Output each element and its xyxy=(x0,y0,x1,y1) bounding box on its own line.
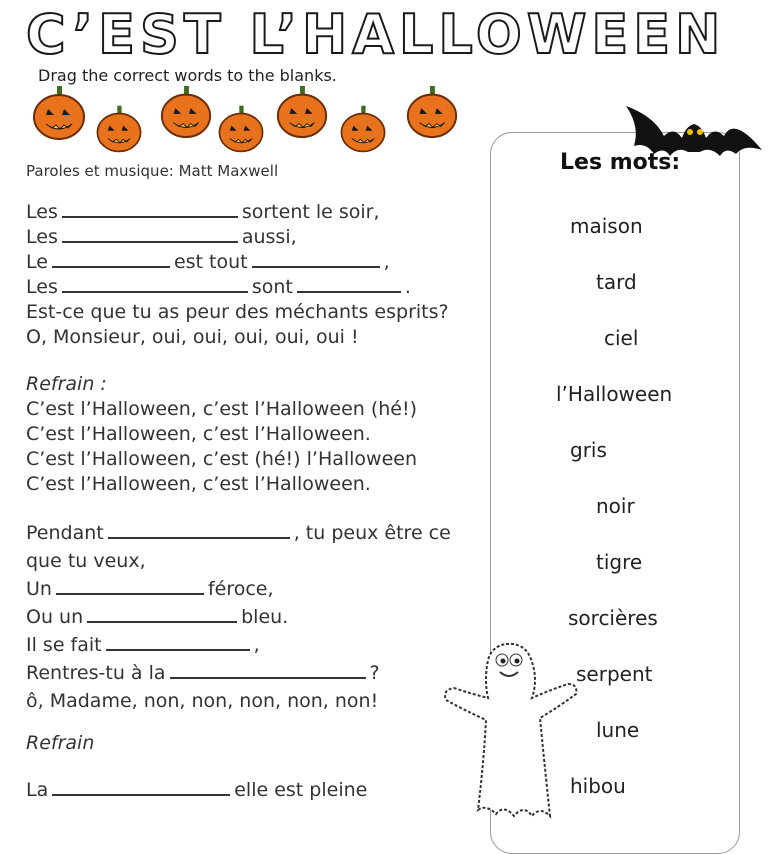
word-tile-maison[interactable]: maison xyxy=(570,214,643,238)
drop-blank[interactable] xyxy=(62,277,248,293)
refrain-label: Refrain xyxy=(26,732,95,754)
word-tile-noir[interactable]: noir xyxy=(596,494,635,518)
page-title: C’EST L’HALLOWEEN xyxy=(26,3,726,66)
lyric-text: Ou un xyxy=(26,606,84,628)
lyric-line: C’est l’Halloween, c’est l’Halloween (hé!) xyxy=(26,398,418,420)
lyric-line xyxy=(26,225,486,250)
drop-blank[interactable] xyxy=(170,663,366,679)
word-tile-lune[interactable]: lune xyxy=(596,718,640,742)
word-tile-tigre[interactable]: tigre xyxy=(596,550,643,574)
word-tile-sorcieres[interactable]: sorcières xyxy=(568,606,658,630)
lyric-text: , tu peux être ce xyxy=(293,522,451,544)
lyric-line xyxy=(26,631,486,659)
lyric-text: Les xyxy=(26,276,58,298)
lyric-text: Il se fait xyxy=(26,634,102,656)
lyric-text: bleu. xyxy=(241,606,289,628)
lyric-line xyxy=(26,575,486,603)
lyric-text: , xyxy=(383,251,390,273)
word-bank-title: Les mots: xyxy=(560,150,681,175)
lyric-text: Les xyxy=(26,201,58,223)
lyric-line xyxy=(26,519,486,547)
lyric-line: ô, Madame, non, non, non, non, non! xyxy=(26,690,379,712)
lyric-text: féroce, xyxy=(207,578,274,600)
pumpkin-row xyxy=(30,84,470,154)
drop-blank[interactable] xyxy=(52,780,230,796)
song-credit: Paroles et musique: Matt Maxwell xyxy=(26,162,279,180)
lyric-text: La xyxy=(26,779,49,801)
pumpkin-icon xyxy=(30,84,88,142)
lyric-line xyxy=(26,250,486,275)
refrain-label: Refrain : xyxy=(26,373,107,395)
drop-blank[interactable] xyxy=(52,252,170,268)
drop-blank[interactable] xyxy=(62,202,238,218)
word-tile-gris[interactable]: gris xyxy=(570,438,607,462)
instructions: Drag the correct words to the blanks. xyxy=(38,66,337,85)
lyric-text: . xyxy=(404,276,411,298)
drop-blank[interactable] xyxy=(62,227,238,243)
lyric-text: sont xyxy=(251,276,293,298)
pumpkin-icon xyxy=(158,84,214,140)
lyric-text: Le xyxy=(26,251,48,273)
pumpkin-icon xyxy=(274,84,330,140)
word-tile-lhalloween[interactable]: l’Halloween xyxy=(556,382,673,406)
pumpkin-icon xyxy=(214,104,268,154)
word-tile-tard[interactable]: tard xyxy=(596,270,637,294)
lyric-text: sortent le soir, xyxy=(241,201,380,223)
lyric-line xyxy=(26,659,486,687)
lyric-line: Est-ce que tu as peur des méchants esprits? xyxy=(26,301,449,323)
lyric-text: est tout xyxy=(173,251,248,273)
drop-blank[interactable] xyxy=(297,277,401,293)
lyric-text: Un xyxy=(26,578,52,600)
lyric-text: Rentres-tu à la xyxy=(26,662,166,684)
word-tile-hibou[interactable]: hibou xyxy=(570,774,626,798)
word-tile-serpent[interactable]: serpent xyxy=(576,662,653,686)
lyric-text: Pendant xyxy=(26,522,104,544)
lyric-text: Les xyxy=(26,226,58,248)
lyric-line xyxy=(26,275,486,300)
drop-blank[interactable] xyxy=(106,635,250,651)
pumpkin-icon xyxy=(92,104,146,154)
lyric-line: que tu veux, xyxy=(26,550,146,572)
lyric-line: C’est l’Halloween, c’est l’Halloween. xyxy=(26,473,371,495)
pumpkin-icon xyxy=(336,104,390,154)
drop-blank[interactable] xyxy=(108,523,290,539)
lyric-line: C’est l’Halloween, c’est (hé!) l’Halloween xyxy=(26,448,418,470)
lyric-line: O, Monsieur, oui, oui, oui, oui, oui ! xyxy=(26,326,359,348)
lyric-text: ? xyxy=(369,662,380,684)
lyric-text: aussi, xyxy=(241,226,297,248)
drop-blank[interactable] xyxy=(87,607,237,623)
lyric-text: elle est pleine xyxy=(234,779,368,801)
pumpkin-icon xyxy=(404,84,460,140)
lyric-text: , xyxy=(253,634,260,656)
lyric-line xyxy=(26,603,486,631)
lyrics xyxy=(26,200,486,803)
lyric-line: C’est l’Halloween, c’est l’Halloween. xyxy=(26,423,371,445)
lyric-line xyxy=(26,778,486,803)
word-tile-ciel[interactable]: ciel xyxy=(604,326,639,350)
drop-blank[interactable] xyxy=(252,252,380,268)
lyric-line xyxy=(26,200,486,225)
drop-blank[interactable] xyxy=(56,579,204,595)
ghost-icon xyxy=(440,640,580,822)
